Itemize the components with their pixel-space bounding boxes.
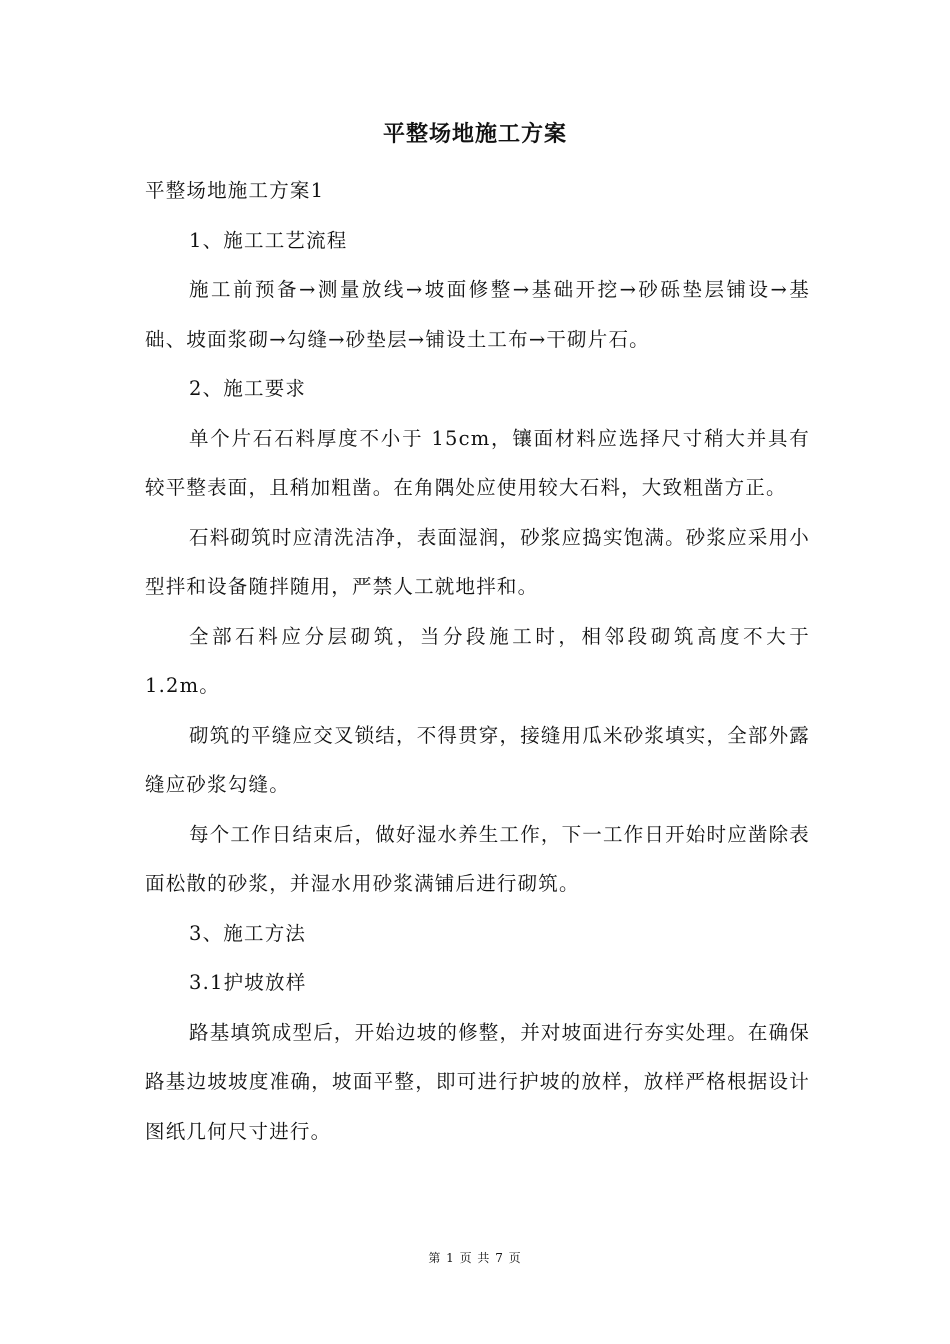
subsection-heading: 3.1护坡放样	[189, 971, 307, 994]
body-paragraph: 单个片石石料厚度不小于 15cm，镶面材料应选择尺寸稍大并具有较平整表面，且稍加粗凿。在角隅处应使用较大石料，大致粗凿方正。	[145, 426, 810, 499]
section-heading-method: 3、施工方法	[189, 921, 307, 945]
page-footer: 第 1 页 共 7 页	[428, 1251, 522, 1265]
body-paragraph: 施工前预备→测量放线→坡面修整→基础开挖→砂砾垫层铺设→基础、坡面浆砌→勾缝→砂垫层→铺设土工布→干砌片石。	[145, 278, 810, 351]
body-paragraph: 石料砌筑时应清洗洁净，表面湿润，砂浆应捣实饱满。砂浆应采用小型拌和设备随拌随用，严禁人工就地拌和。	[145, 525, 811, 598]
subtitle-paragraph: 平整场地施工方案1	[145, 179, 325, 202]
section-heading-process: 1、施工工艺流程	[189, 228, 348, 252]
document-title: 平整场地施工方案	[382, 121, 567, 147]
body-paragraph: 每个工作日结束后，做好湿水养生工作，下一工作日开始时应凿除表面松散的砂浆，并湿水用砂浆满铺后进行砌筑。	[145, 822, 811, 895]
body-paragraph: 路基填筑成型后，开始边坡的修整，并对坡面进行夯实处理。在确保路基边坡坡度准确，坡面平整，即可进行护坡的放样，放样严格根据设计图纸几何尺寸进行。	[145, 1020, 811, 1143]
body-paragraph: 砌筑的平缝应交叉锁结，不得贯穿，接缝用瓜米砂浆填实，全部外露缝应砂浆勾缝。	[145, 723, 811, 796]
document-body	[145, 166, 810, 1156]
section-heading-requirements: 2、施工要求	[189, 377, 307, 400]
body-paragraph: 全部石料应分层砌筑，当分段施工时，相邻段砌筑高度不大于1.2m。	[145, 624, 810, 697]
